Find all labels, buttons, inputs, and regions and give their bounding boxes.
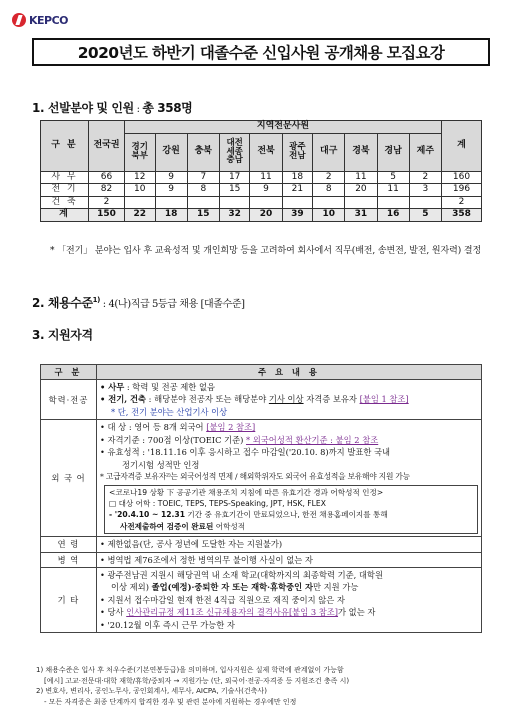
t1-row-label: 전 기 [41,184,89,197]
section-2-footnote-ref: 1) [92,296,100,304]
t2-header-content: 주 요 내 용 [97,365,482,380]
covid-notice-languages: □ 대상 어학 : TOEIC, TEPS, TEPS-Speaking, JPT, HSK, FLEX [109,499,326,508]
t1-cell: 8 [313,184,345,197]
kepco-logo [12,9,68,31]
section-1-title: 1. 선발분야 및 인원 [32,101,134,115]
footnote-2: 2) 변호사, 변리사, 공인노무사, 공인회계사, 세무사, AICPA, 기술사(건축사) [36,687,267,695]
row-etc [41,568,482,633]
t1-cell: 10 [125,184,156,197]
edu-electric-text: : 해당분야 전공자 또는 해당분야 [146,394,269,405]
t1-cell: 11 [250,171,282,184]
footnote-1-example: [예시] 고교·전문대·대학 재학/휴학/중퇴자 → 지원가능 (단, 외국어·전공·자격증 등 지원조건 충족 시) [44,676,350,685]
row-age [41,537,482,552]
t1-cell: 8 [187,184,219,197]
section-1-heading [32,99,192,116]
t1-cell: 22 [125,209,156,222]
t1-cell: 18 [282,171,313,184]
t1-header-category: 구 분 [41,121,89,172]
t1-cell: 15 [187,209,219,222]
t1-cell: 10 [313,209,345,222]
t1-header-region: 제주 [409,133,441,171]
t1-header-region: 대구 [313,133,345,171]
covid-notice-title: <코로나19 상황 下 공공기관 채용조치 지침에 따른 유효기간 경과 어학성적 인정> [109,487,384,497]
education-content [97,380,482,420]
t1-cell: 5 [409,209,441,222]
t1-cell: 17 [219,171,250,184]
t1-cell [313,196,345,209]
edu-office-text: : 학력 및 전공 제한 없음 [124,382,215,392]
covid-notice-text-2: 어학성적 [213,521,246,531]
t1-cell: 150 [89,209,125,222]
t1-row-label: 계 [41,209,89,222]
t1-header-national: 전국권 [89,121,125,172]
t1-cell [409,196,441,209]
t1-cell: 20 [250,209,282,222]
t1-cell: 21 [282,184,313,197]
t1-cell: 82 [89,184,125,197]
t1-header-regional: 지역전문사원 [125,121,442,134]
lang-criteria-text: • 자격기준 : 700점 이상(TOEIC 기준) [100,434,246,445]
age-label: 연 령 [41,537,97,552]
t1-cell [125,196,156,209]
t1-row-label: 건 축 [41,196,89,209]
t1-cell: 15 [219,184,250,197]
t1-row [41,209,482,222]
t1-cell: 160 [442,171,482,184]
t1-cell: 9 [155,184,187,197]
edu-office-label: • 사무 [100,382,125,392]
lang-valid-score-text: • 유효성적 : '18.11.16 이후 응시하고 접수 마감일('20.10. 8)까지 발표한 국내 [100,447,391,458]
t1-cell: 2 [313,171,345,184]
t1-cell: 9 [155,171,187,184]
t1-cell [155,196,187,209]
t1-cell: 16 [377,209,409,222]
t1-row [41,196,482,209]
etc-region-text-2: 이상 제외) [111,582,152,593]
t1-cell: 5 [377,171,409,184]
etc-start-date-text: • '20.12월 이후 즉시 근무 가능한 자 [100,619,235,630]
attachment-2-link[interactable]: [붙임 2 참조] [206,422,256,433]
t1-cell [187,196,219,209]
lang-exemption-note: * 고급자격증 보유자²⁾는 외국어성적 면제 / 해외학위자도 외국어 유효성적을 보유해야 지원 가능 [100,472,410,482]
military-content: • 병역법 제76조에서 정한 병역의무 불이행 사실이 없는 자 [97,552,482,567]
t1-cell: 31 [345,209,377,222]
etc-content [97,568,482,633]
lang-valid-score-text-2: 정기시험 성적만 인정 [122,459,200,470]
row-military [41,552,482,567]
t1-header-region: 경기 북부 [125,133,156,171]
t1-cell [377,196,409,209]
t1-cell [282,196,313,209]
section-2-title: 2. 채용수준 [32,296,93,310]
education-label: 학력·전공 [41,380,97,420]
t1-row [41,184,482,197]
section-1-colon: : [133,104,143,115]
section-3-heading [32,326,93,343]
t1-cell: 358 [442,209,482,222]
etc-label: 기 타 [41,568,97,633]
headcount-table [40,120,482,222]
attachment-1-link[interactable]: [붙임 1 참조] [359,394,409,405]
t1-cell: 11 [377,184,409,197]
t1-header-region: 충북 [187,133,219,171]
section-3-title: 3. 지원자격 [32,328,93,342]
t1-cell: 2 [89,196,125,209]
score-conversion-link[interactable]: * 외국어성적 환산기준 : 붙임 2 참조 [245,434,379,445]
etc-region-bold: 졸업(예정)·중퇴한 자 또는 재학·휴학중인 자 [151,582,314,593]
t1-cell [219,196,250,209]
kepco-logo-text: KEPCO [29,13,69,27]
footnote-2-note: - 모든 자격증은 최종 단계까지 합격한 경우 및 관련 분야에 지원하는 경우에만 인정 [44,697,297,706]
t1-cell: 18 [155,209,187,222]
t1-cell [345,196,377,209]
t1-row-label: 사 무 [41,171,89,184]
t2-header-category: 구 분 [41,365,97,380]
etc-regulation-text: • 당사 [100,607,127,618]
language-content [97,420,482,537]
t1-header-total: 계 [442,121,482,172]
t1-cell: 2 [409,171,441,184]
section-1-total: 총 358명 [142,101,193,115]
edu-electric-underlined: 기사 이상 [268,394,304,405]
t1-cell: 2 [442,196,482,209]
t1-cell: 20 [345,184,377,197]
t1-header-region: 전북 [250,133,282,171]
section-2-text: : 4(나)직급 5등급 채용 [대졸수준] [99,299,245,310]
etc-region-text: • 광주전남권 지원시 해당권역 내 소재 학교(대학까지의 최종학력 기준, 대학원 [100,570,383,581]
t1-row [41,171,482,184]
edu-electric-label: • 전기, 건축 [100,394,147,405]
document-title: 2020년도 하반기 대졸수준 신입사원 공개채용 모집요강 [77,44,445,62]
edu-electric-note: * 단, 전기 분야는 산업기사 이상 [111,406,228,417]
t1-cell: 11 [345,171,377,184]
etc-not-employed-text: • 지원서 접수마감일 현재 한전 4직급 직원으로 재직 중이지 않은 자 [100,594,345,605]
kepco-logo-mark [12,13,26,27]
t1-cell [250,196,282,209]
edu-electric-text-2: 자격증 보유자 [303,394,360,405]
etc-regulation-text-2: 가 없는 자 [338,607,376,618]
etc-region-text-3: 만 지원 가능 [313,582,359,593]
t1-cell: 12 [125,171,156,184]
section-2-heading [32,294,245,311]
document-title-box [32,38,490,66]
row-education [41,380,482,420]
t1-header-region: 경북 [345,133,377,171]
footnotes [36,665,496,707]
covid-notice-verified: 사전제출하여 검증이 완료된 [120,521,214,531]
eligibility-table [40,364,482,633]
electric-field-note: * 「전기」 분야는 입사 후 교육성적 및 개인희망 등을 고려하여 회사에서 직무(배전, 송변전, 발전, 원자력) 결정 [50,246,482,256]
t1-header-region: 강원 [155,133,187,171]
t1-header-region: 경남 [377,133,409,171]
t1-cell: 7 [187,171,219,184]
t1-cell: 9 [250,184,282,197]
covid-notice-period: - '20.4.10 ~ 12.31 [109,510,185,520]
language-label: 외 국 어 [41,420,97,537]
t1-cell: 32 [219,209,250,222]
t1-cell: 66 [89,171,125,184]
t1-header-region: 대전 세종 충남 [219,133,250,171]
covid-notice-text: 기간 중 유효기간이 만료되었으나, 한전 채용홈페이지를 통해 [184,510,388,520]
t1-cell: 196 [442,184,482,197]
row-language [41,420,482,537]
footnote-1: 1) 채용수준은 입사 후 처우수준(기본연봉등급)을 의미하며, 입사지원은 실제 학력에 관계없이 가능함 [36,666,344,674]
attachment-3-link[interactable]: 인사관리규정 제11조 신규채용자의 결격사유[붙임 3 참조] [126,607,339,618]
age-content: • 제한없음(단, 공사 정년에 도달한 자는 지원불가) [97,537,482,552]
t1-header-region: 광주 전남 [282,133,313,171]
lang-target-text: • 대 상 : 영어 등 8개 외국어 [100,422,207,433]
t1-cell: 39 [282,209,313,222]
military-label: 병 역 [41,552,97,567]
covid-notice-box [104,485,478,535]
t1-cell: 3 [409,184,441,197]
